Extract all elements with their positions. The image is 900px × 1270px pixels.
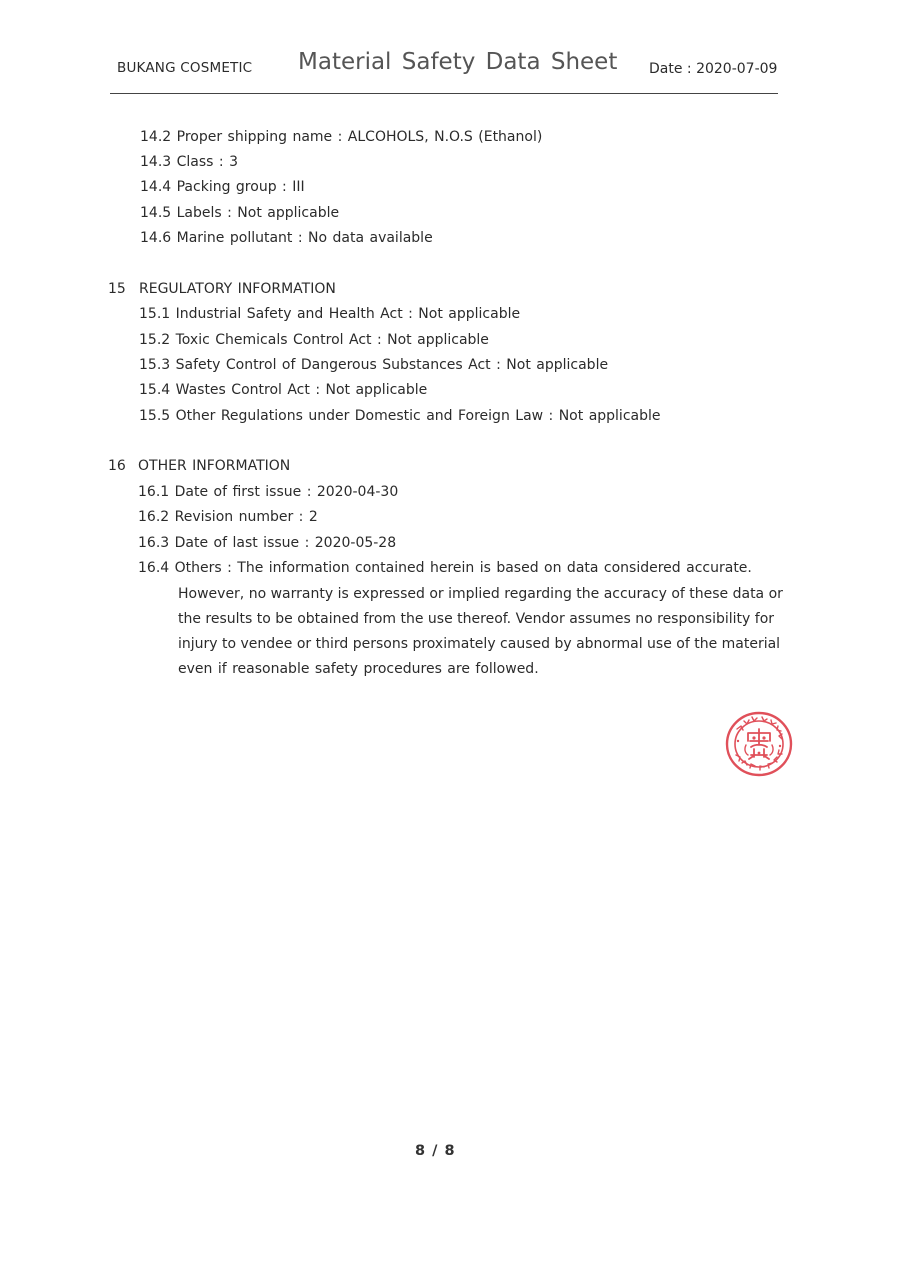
item-16-3: 16.3 Date of last issue : 2020-05-28 [138,535,397,551]
item-14-5: 14.5 Labels : Not applicable [140,205,340,221]
company-seal-stamp-icon [724,711,794,777]
item-15-1: 15.1 Industrial Safety and Health Act : Not applicable [139,306,521,322]
others-continuation-line: However, no warranty is expressed or implied regarding the accuracy of these data or [178,586,783,602]
header-divider [110,93,778,94]
section-16-number: 16 [108,458,126,474]
others-continuation-line: the results to be obtained from the use thereof. Vendor assumes no responsibility for [178,611,775,627]
others-continuation-line: injury to vendee or third persons proximately caused by abnormal use of the material [178,636,781,652]
item-15-2: 15.2 Toxic Chemicals Control Act : Not applicable [139,332,489,348]
item-16-2: 16.2 Revision number : 2 [138,509,318,525]
page-number: 8 / 8 [415,1143,456,1159]
item-14-6: 14.6 Marine pollutant : No data available [140,230,433,246]
section-15-heading: REGULATORY INFORMATION [139,281,336,297]
document-date: Date : 2020-07-09 [649,61,778,77]
section-16-heading: OTHER INFORMATION [138,458,291,474]
others-continuation-line: even if reasonable safety procedures are followed. [178,661,539,677]
item-14-2: 14.2 Proper shipping name : ALCOHOLS, N.O.S (Ethanol) [140,129,543,145]
section-15-number: 15 [108,281,126,297]
item-14-3: 14.3 Class : 3 [140,154,238,170]
item-16-1: 16.1 Date of first issue : 2020-04-30 [138,484,399,500]
company-name: BUKANG COSMETIC [117,60,253,76]
document-title: Material Safety Data Sheet [298,49,618,75]
item-15-5: 15.5 Other Regulations under Domestic and Foreign Law : Not applicable [139,408,661,424]
item-15-3: 15.3 Safety Control of Dangerous Substances Act : Not applicable [139,357,609,373]
item-14-4: 14.4 Packing group : III [140,179,305,195]
item-16-4: 16.4 Others : The information contained herein is based on data considered accurate. [138,560,752,576]
item-15-4: 15.4 Wastes Control Act : Not applicable [139,382,428,398]
